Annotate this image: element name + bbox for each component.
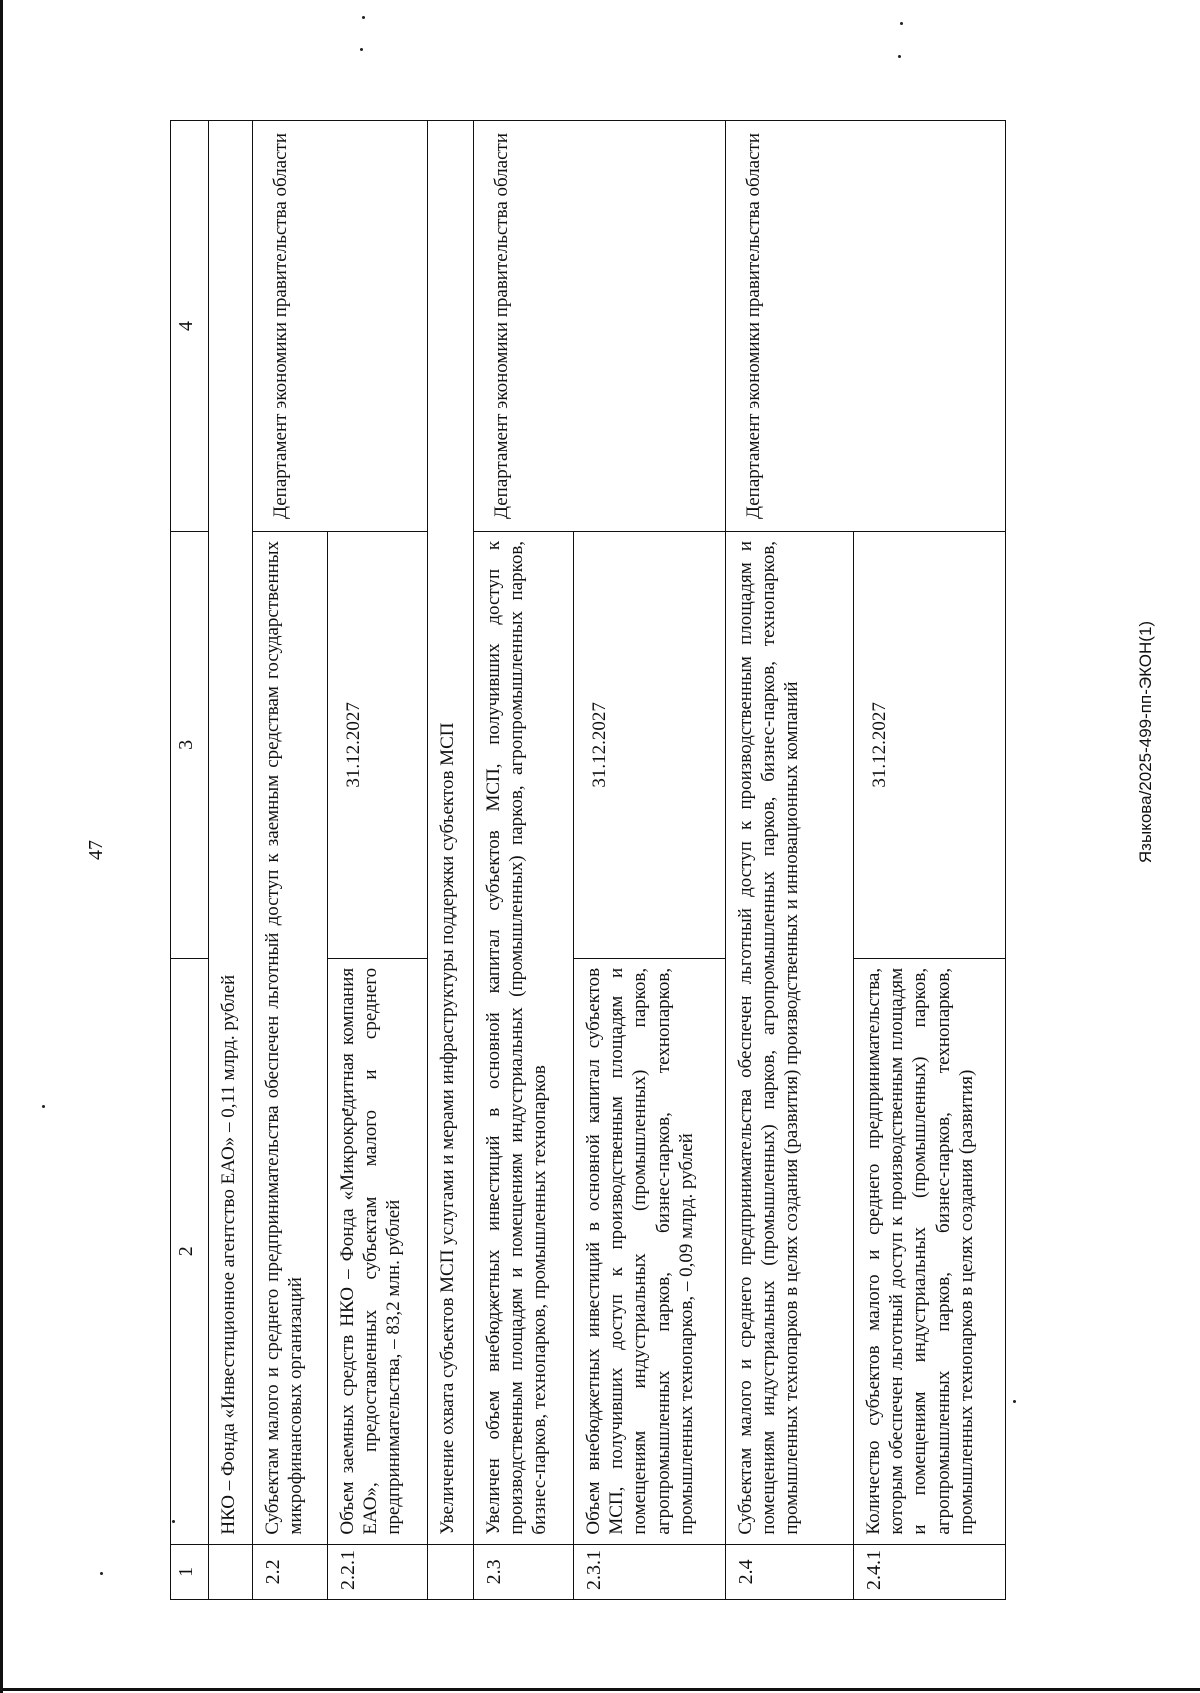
scan-speck (100, 1572, 103, 1575)
scan-speck (900, 22, 903, 25)
page-border-left (0, 0, 3, 1693)
header-col-1: 1 (171, 1544, 209, 1599)
table-row-2-3 (474, 121, 574, 1600)
row-number-cell: 2.4.1 (854, 1544, 1006, 1599)
row-number-cell: 2.3 (474, 1544, 574, 1599)
deadline-cell: 31.12.2027 (574, 531, 726, 958)
row-text-cell: Субъектам малого и среднего предпринимательства обеспечен льготный доступ к производственным площадям и помещениям индустриальных (промышленных) парков, агропромышленных парков, бизнес-парков, технопарков, промышленных технопарков в целях создания (развития) производственных и инновационных компаний (726, 531, 854, 1544)
row-text-cell: Количество субъектов малого и среднего предпринимательства, которым обеспечен льготный доступ к производственным площадям и помещениям индустриальных (промышленных) парков, агропромышленных парков, бизнес-парков, технопарков, промышленных технопарков в целях создания (развития) (854, 958, 1006, 1544)
row-number-cell: 2.4 (726, 1544, 854, 1599)
responsible-dept-cell: Департамент экономики правительства области (253, 121, 428, 532)
row-number-cell: 2.3.1 (574, 1544, 726, 1599)
rotated-table-container (170, 120, 1185, 1600)
responsible-dept-cell: Департамент экономики правительства области (726, 121, 1006, 532)
table-row-2-4 (726, 121, 854, 1600)
row-number-cell: 2.2.1 (328, 1544, 428, 1599)
scan-speck (360, 48, 363, 51)
row-text-cell: Объем внебюджетных инвестиций в основной капитал субъектов МСП, получивших доступ к производственным площадям и помещениям индустриальных (промышленных) парков, агропромышленных парков, бизнес-парков, технопарков, промышленных технопарков, – 0,09 млрд. рублей (574, 958, 726, 1544)
row-number-cell (428, 1544, 474, 1599)
header-col-4: 4 (171, 121, 209, 532)
plan-table (170, 120, 1006, 1600)
row-text-cell: Увеличен объем внебюджетных инвестиций в основной капитал субъектов МСП, получивших доступ к производственным площадям и помещениям индустриальных (промышленных) парков, агропромышленных парков, бизнес-парков, технопарков, промышленных технопарков (474, 531, 574, 1544)
table-row-nko (209, 121, 253, 1600)
deadline-cell: 31.12.2027 (854, 531, 1006, 958)
document-footer-code: Языкова/2025-499-пп-ЭКОН(1) (1136, 620, 1155, 864)
page-border-bottom (0, 1688, 1200, 1691)
row-text-cell: НКО – Фонда «Инвестиционное агентство ЕАО» – 0,11 млрд. рублей (209, 121, 253, 1545)
table-header-row (171, 121, 209, 1600)
row-text-cell: Субъектам малого и среднего предпринимательства обеспечен льготный доступ к заемным средствам государственных микрофинансовых организаций (253, 531, 328, 1544)
header-col-3: 3 (171, 531, 209, 958)
header-col-2: 2 (171, 958, 209, 1544)
row-number-cell (209, 1544, 253, 1599)
scan-speck (362, 16, 365, 19)
responsible-dept-cell: Департамент экономики правительства области (474, 121, 726, 532)
deadline-cell: 31.12.2027 (328, 531, 428, 958)
scan-speck (42, 1105, 45, 1108)
section-heading-cell: Увеличение охвата субъектов МСП услугами и мерами инфраструктуры поддержки субъектов МСП (428, 121, 474, 1545)
table-row-section (428, 121, 474, 1600)
row-number-cell: 2.2 (253, 1544, 328, 1599)
table-row-2-2 (253, 121, 328, 1600)
scan-speck (898, 55, 901, 58)
row-text-cell: Объем заемных средств НКО – Фонда «Микрокредитная компания ЕАО», предоставленных субъектам малого и среднего предпринимательства, – 83,2 млн. рублей (328, 958, 428, 1544)
page-number: 47 (85, 840, 107, 860)
